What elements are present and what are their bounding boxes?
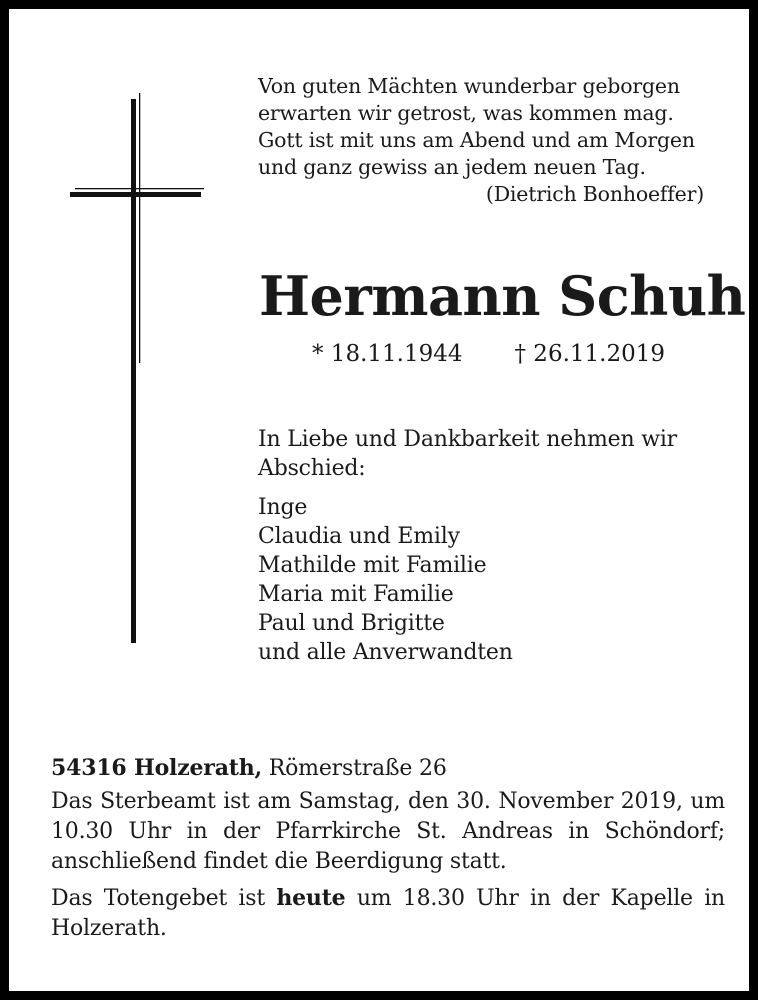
mourner-name: Maria mit Familie [258,582,454,607]
farewell-intro: In Liebe und Dankbarkeit nehmen wir Abschied: [258,427,678,481]
cross-horizontal-beam [70,192,201,197]
poem-line: erwarten wir getrost, was kommen mag. [258,101,674,125]
poem-author: (Dietrich Bonhoeffer) [485,182,704,206]
mourner-name: Inge [258,495,308,520]
cross-vertical-thin-line [139,93,140,363]
poem-line: und ganz gewiss an jedem neuen Tag. [258,155,646,179]
cross-vertical-beam [131,99,136,643]
prayer-text-end: um 18.30 Uhr in der Kapelle in Holzerath. [51,886,726,941]
cross-icon [67,91,209,645]
deceased-name: Hermann Schuh [259,264,746,328]
funeral-info [51,753,725,944]
life-dates [312,339,665,369]
birth-date: * 18.11.1944 [312,341,463,367]
funeral-mass-text: Das Sterbeamt ist am Samstag, den 30. November 2019, um 10.30 Uhr in der Pfarrkirche St. Andreas in Schöndorf; anschließend findet die Beerdigung statt. [51,789,725,874]
mourner-name: Mathilde mit Familie [258,553,487,578]
prayer-day: heute [276,885,346,911]
mourner-name: Paul und Brigitte [258,611,445,636]
family-address [51,753,725,784]
address-street: Römerstraße 26 [268,756,447,781]
address-place: 54316 Holzerath, [51,755,262,781]
poem-line: Von guten Mächten wunderbar geborgen [258,74,680,98]
mourner-name: und alle Anverwandten [258,640,513,665]
poem-line: Gott ist mit uns am Abend und am Morgen [258,128,695,152]
prayer-text-start: Das Totengebet ist [51,886,265,911]
prayer-text [51,883,725,944]
farewell-section [258,425,698,667]
bonhoeffer-poem [258,73,708,208]
mourner-name: Claudia und Emily [258,524,460,549]
death-date: † 26.11.2019 [514,341,665,367]
cross-horizontal-thin-line [75,188,204,189]
